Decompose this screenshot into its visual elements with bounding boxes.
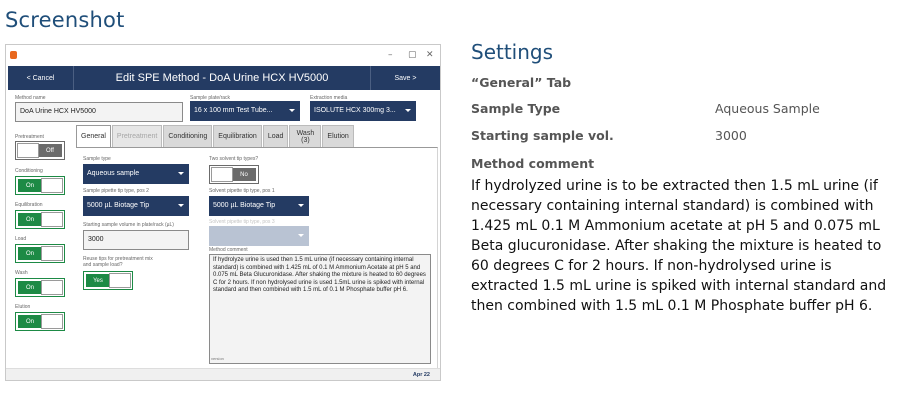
minimize-icon[interactable]: – [388, 50, 393, 60]
wash-toggle[interactable] [15, 278, 65, 297]
method-name-label: Method name [15, 95, 46, 101]
toggle-state: On [18, 247, 42, 260]
maximize-icon[interactable]: ▢ [408, 50, 417, 60]
sample-plate-dropdown[interactable] [190, 101, 300, 121]
header-title: Edit SPE Method - DoA Urine HCX HV5000 [115, 72, 329, 84]
cancel-button[interactable]: < Cancel [8, 66, 74, 90]
toggle-knob [41, 280, 63, 295]
method-comment-label: Method comment [209, 247, 248, 253]
chevron-down-icon [298, 234, 304, 237]
reuse-tips-toggle[interactable] [83, 271, 133, 290]
load-toggle-label: Load [15, 236, 27, 242]
sample-type-value: Aqueous sample [87, 170, 140, 177]
chevron-down-icon [298, 204, 304, 207]
start-vol-input[interactable]: 3000 [83, 230, 189, 250]
pretreatment-toggle[interactable] [15, 141, 65, 160]
toggle-knob [41, 246, 63, 261]
tab-pretreatment[interactable]: Pretreatment [112, 125, 162, 147]
settings-comment-label: Method comment [471, 156, 595, 171]
pipette-tip-2-label: Sample pipette tip type, pos 2 [83, 188, 149, 194]
two-solvent-toggle[interactable] [209, 165, 259, 184]
settings-sample-type-value: Aqueous Sample [715, 101, 820, 116]
solvent-tip-3-label: Solvent pipette tip type, pos 3 [209, 219, 275, 225]
app-logo-icon [10, 51, 17, 59]
conditioning-toggle[interactable] [15, 176, 65, 195]
elution-toggle-label: Elution [15, 304, 31, 310]
toggle-state: On [18, 281, 42, 294]
settings-start-vol-label: Starting sample vol. [471, 128, 614, 143]
save-button[interactable]: Save > [370, 66, 440, 90]
chevron-down-icon [289, 109, 295, 112]
tab-equilibration[interactable]: Equilibration [213, 125, 262, 147]
toggle-knob [41, 178, 63, 193]
toggle-state: No [232, 168, 256, 181]
extraction-media-value: ISOLUTE HCX 300mg 3... [314, 107, 396, 114]
toggle-state: On [18, 179, 42, 192]
conditioning-toggle-label: Conditioning [15, 168, 43, 174]
pretreatment-toggle-label: Pretreatment [15, 134, 44, 140]
extraction-media-label: Extraction media [310, 95, 348, 101]
load-toggle[interactable] [15, 244, 65, 263]
chevron-down-icon [178, 172, 184, 175]
method-name-input[interactable]: DoA Urine HCX HV5000 [15, 102, 183, 122]
solvent-tip-1-dropdown[interactable] [209, 196, 309, 216]
elution-toggle[interactable] [15, 312, 65, 331]
toggle-knob [41, 212, 63, 227]
toggle-state: Yes [86, 274, 110, 287]
settings-sample-type-label: Sample Type [471, 101, 561, 116]
chevron-down-icon [178, 204, 184, 207]
sample-type-dropdown[interactable] [83, 164, 189, 184]
tab-load[interactable]: Load [263, 125, 289, 147]
settings-start-vol-value: 3000 [715, 128, 747, 143]
two-solvent-label: Two solvent tip types? [209, 156, 259, 162]
sample-plate-value: 16 x 100 mm Test Tube... [194, 107, 273, 114]
toggle-state: Off [38, 144, 62, 157]
toggle-knob [109, 273, 131, 288]
method-comment-textarea[interactable]: If hydrolyze urine is used then 1.5 mL urine (if necessary containing internal standard) is combined with 1.425 mL of 0.1 M Ammonium Acetate at pH 5 and 0.075 mL Beta Glucuronidase. After shaking the mixture is heated to 60 degrees C for 2 hours. If non hydrolysed urine is used 1.5mL urine is spiked with internal standard and then combined with 1.5 mL of 0.1 M Phosphate buffer pH 6. [209, 254, 431, 364]
window-titlebar [6, 45, 440, 65]
toggle-state: On [18, 315, 42, 328]
start-vol-label: Starting sample volume in plate/rack (µL) [83, 222, 174, 228]
tab-general[interactable]: General [76, 125, 111, 147]
solvent-tip-1-label: Solvent pipette tip type, pos 1 [209, 188, 275, 194]
toggle-knob [211, 167, 233, 182]
tab-wash[interactable]: Wash (3) [289, 125, 321, 147]
settings-title: Settings [471, 40, 554, 64]
equilibration-toggle-label: Equilibration [15, 202, 43, 208]
sample-plate-label: Sample plate/rack [190, 95, 231, 101]
app-window [5, 44, 441, 381]
extraction-media-dropdown[interactable] [310, 101, 416, 121]
wash-toggle-label: Wash [15, 270, 28, 276]
tab-conditioning[interactable]: Conditioning [163, 125, 212, 147]
header-bar [8, 66, 440, 90]
chevron-down-icon [405, 109, 411, 112]
settings-comment-text: If hydrolyzed urine is to be extracted then 1.5 mL urine (if necessary containing internal standard) is combined with 1.425 mL 0.1 M Ammonium acetate at pH 5 and 0.075 mL Beta glucuronidase. After shaking the mixture is heated to 60 degrees C for 2 hours. If non-hydrolysed urine is extracted 1.5 mL urine is spiked with internal standard and then combined with 1.5 mL 0.1 M Phosphate buffer pH 6. [471, 178, 887, 314]
status-footer [6, 368, 440, 380]
settings-tab-label: “General” Tab [471, 75, 572, 90]
toggle-knob [41, 314, 63, 329]
pipette-tip-2-dropdown[interactable] [83, 196, 189, 216]
step-tabs [76, 125, 355, 147]
pipette-tip-2-value: 5000 µL Biotage Tip [87, 202, 150, 209]
version-label: version [211, 356, 224, 361]
solvent-tip-3-dropdown [209, 226, 309, 246]
solvent-tip-1-value: 5000 µL Biotage Tip [213, 202, 276, 209]
reuse-tips-label: Reuse tips for pretreatment mix and sample load? [83, 256, 153, 268]
toggle-state: On [18, 213, 42, 226]
page-title: Screenshot [5, 8, 125, 32]
tab-elution[interactable]: Elution [322, 125, 353, 147]
equilibration-toggle[interactable] [15, 210, 65, 229]
close-icon[interactable]: ✕ [426, 50, 434, 60]
sample-type-label: Sample type [83, 156, 111, 162]
footer-date: Apr 22 [412, 372, 430, 378]
toggle-knob [17, 143, 39, 158]
